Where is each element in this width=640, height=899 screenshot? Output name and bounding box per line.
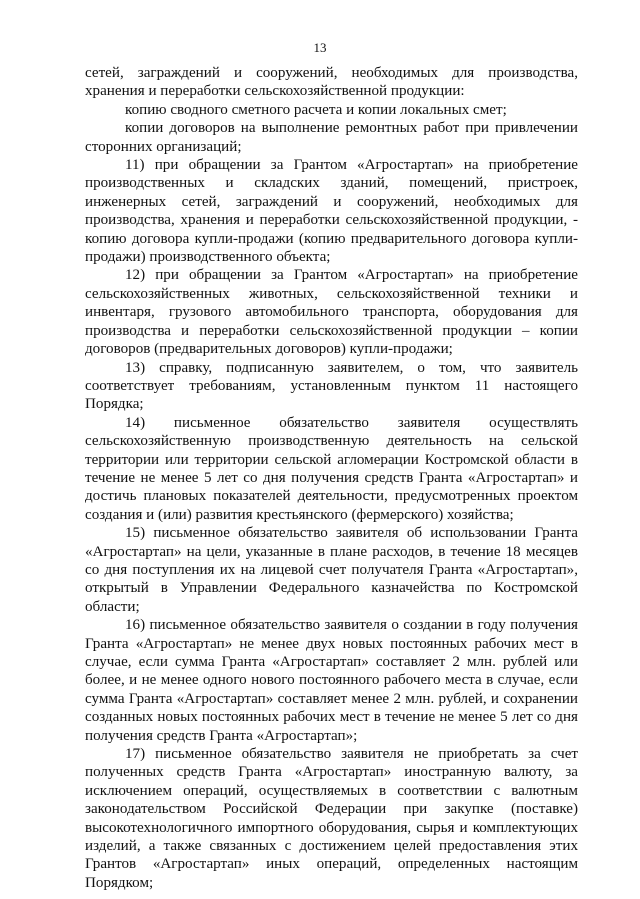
paragraph-item-11: 11) при обращении за Грантом «Агростартап» на приобретение производственных и складских зданий, помещений, пристроек, инженерных сетей, заграждений и сооружений, необходимых для производства, хранения и переработки сельскохозяйственной продукции, - копию договора купли-продажи (копию предварительного договора купли-продажи) производственного объекта;	[85, 157, 578, 266]
paragraph-item-13: 13) справку, подписанную заявителем, о том, что заявитель соответствует требованиям, установленным пунктом 11 настоящего Порядка;	[85, 359, 578, 413]
paragraph-item-17: 17) письменное обязательство заявителя не приобретать за счет полученных средств Гранта «Агростартап» иностранную валюту, за исключением операций, осуществляемых в соответствии с валютным законодательством Российской Федерации при закупке (поставке) высокотехнологичного импортного оборудования, сырья и комплектующих изделий, а также связанных с достижением целей предоставления этих Грантов «Агростартап» иных операций, определенных настоящим Порядком;	[85, 746, 578, 891]
paragraph-smeta: копию сводного сметного расчета и копии локальных смет;	[125, 101, 507, 118]
paragraph-item-14: 14) письменное обязательство заявителя осуществлять сельскохозяйственную производственную деятельность на сельской территории или территории сельской агломерации Костромской области в течение не менее 5 лет со дня получения средств Гранта «Агростартап» и достичь плановых показателей деятельности, предусмотренных проектом создания и (или) развития крестьянского (фермерского) хозяйства;	[85, 414, 578, 523]
paragraph-item-12: 12) при обращении за Грантом «Агростартап» на приобретение сельскохозяйственных животных, сельскохозяйственной техники и инвентаря, грузового автомобильного транспорта, оборудования для производства и переработки сельскохозяйственной продукции – копии договоров (предварительных договоров) купли-продажи;	[85, 267, 578, 358]
page-number: 13	[313, 40, 327, 55]
paragraph-contracts: копии договоров на выполнение ремонтных работ при привлечении сторонних организаций;	[85, 120, 578, 155]
paragraph-item-16: 16) письменное обязательство заявителя о создании в году получения Гранта «Агростартап» не менее двух новых постоянных рабочих мест в случае, если сумма Гранта «Агростартап» составляет 2 млн. рублей или более, и не менее одного нового постоянного рабочего места в случае, если сумма Гранта «Агростартап» составляет менее 2 млн. рублей, и сохранении созданных новых постоянных рабочих мест в течение не менее 5 лет со дня получения средств Гранта «Агростартап»;	[85, 617, 578, 744]
document-body	[85, 64, 578, 892]
paragraph-item-15: 15) письменное обязательство заявителя об использовании Гранта «Агростартап» на цели, указанные в плане расходов, в течение 18 месяцев со дня поступления их на лицевой счет получателя Гранта «Агростартап», открытый в Управлении Федерального казначейства по Костромской области;	[85, 525, 578, 615]
paragraph-continuation: сетей, заграждений и сооружений, необходимых для производства, хранения и переработки сельскохозяйственной продукции:	[85, 65, 578, 100]
